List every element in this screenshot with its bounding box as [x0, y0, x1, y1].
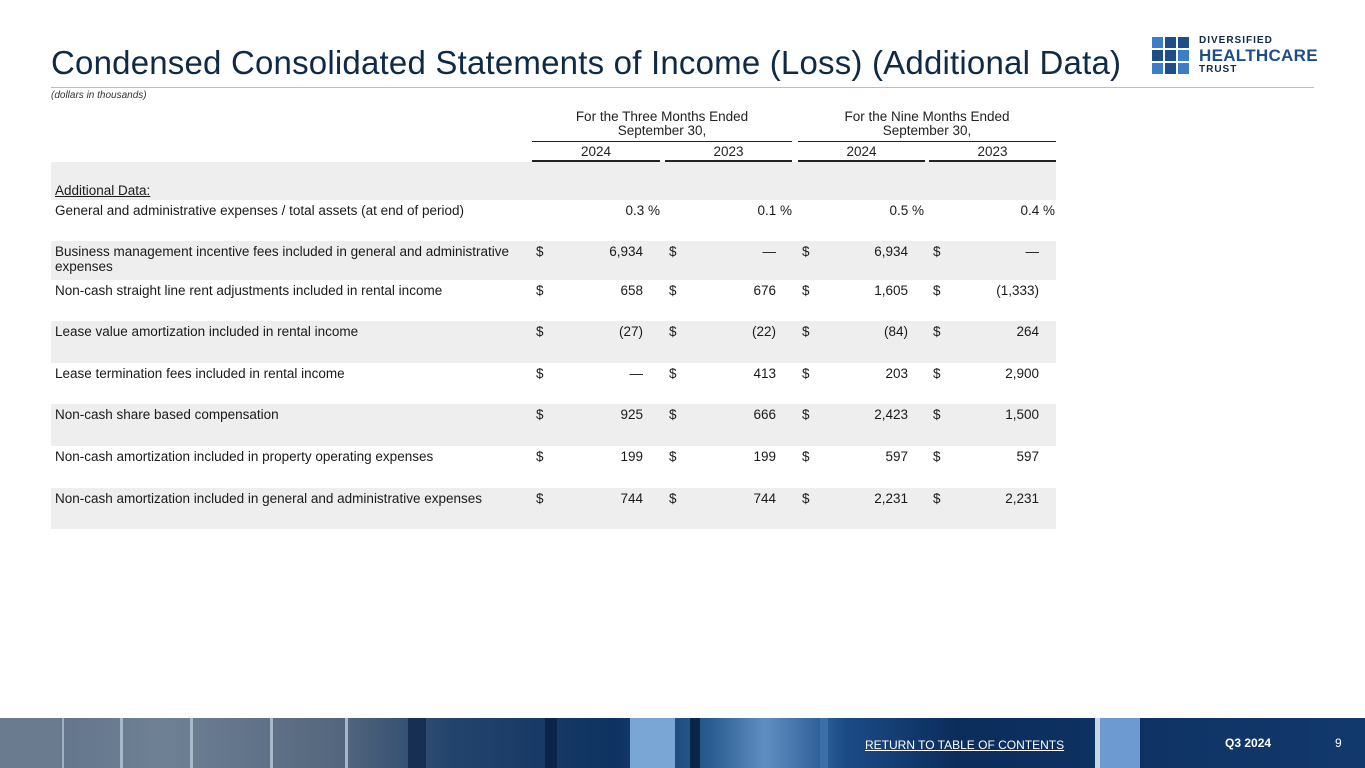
- section-label: Additional Data:: [55, 183, 151, 198]
- logo-line-2: HEALTHCARE: [1199, 46, 1318, 65]
- currency-symbol: $: [933, 407, 941, 422]
- currency-symbol: $: [669, 324, 677, 339]
- currency-symbol: $: [933, 449, 941, 464]
- currency-symbol: $: [669, 283, 677, 298]
- return-to-contents-link[interactable]: RETURN TO TABLE OF CONTENTS: [865, 738, 1065, 752]
- table-cell-value: 2,423: [874, 407, 908, 422]
- table-row-label: Non-cash amortization included in general and administrative expenses: [55, 491, 482, 506]
- section-row-background: [51, 162, 1056, 200]
- currency-symbol: $: [536, 244, 544, 259]
- table-cell-value: 6,934: [874, 244, 908, 259]
- table-cell-value: 925: [620, 407, 643, 422]
- ratio-value: 0.4 %: [1020, 203, 1055, 218]
- table-row-label: Non-cash share based compensation: [55, 407, 279, 422]
- nine-months-header: [798, 110, 1056, 138]
- three-months-rule: [532, 141, 792, 142]
- table-cell-value: 6,934: [609, 244, 643, 259]
- table-row-label: Business management incentive fees included in general and administrative expenses: [55, 244, 510, 274]
- table-cell-value: 2,231: [874, 491, 908, 506]
- currency-symbol: $: [669, 491, 677, 506]
- currency-symbol: $: [536, 491, 544, 506]
- table-cell-value: —: [762, 244, 776, 259]
- table-row-label: Non-cash amortization included in property operating expenses: [55, 449, 434, 464]
- table-cell-value: (27): [618, 324, 643, 339]
- table-cell-value: (1,333): [996, 283, 1039, 298]
- table-cell-value: 2,231: [1005, 491, 1039, 506]
- table-cell-value: 264: [1016, 324, 1039, 339]
- currency-symbol: $: [536, 407, 544, 422]
- table-cell-value: 199: [753, 449, 776, 464]
- table-cell-value: 1,605: [874, 283, 908, 298]
- nine-months-rule: [798, 141, 1056, 142]
- table-cell-value: —: [1025, 244, 1039, 259]
- currency-symbol: $: [933, 491, 941, 506]
- three-months-header: [532, 110, 792, 138]
- currency-symbol: $: [933, 366, 941, 381]
- currency-symbol: $: [669, 407, 677, 422]
- ratio-value: 0.1 %: [757, 203, 792, 218]
- table-cell-value: —: [629, 366, 643, 381]
- currency-symbol: $: [536, 324, 544, 339]
- currency-symbol: $: [802, 449, 810, 464]
- table-cell-value: 1,500: [1005, 407, 1039, 422]
- year-header: 2024: [846, 144, 877, 159]
- table-row-label: Lease termination fees included in rental income: [55, 366, 345, 381]
- currency-symbol: $: [536, 449, 544, 464]
- table-cell-value: 676: [753, 283, 776, 298]
- table-row-label: Non-cash straight line rent adjustments included in rental income: [55, 283, 443, 298]
- currency-symbol: $: [669, 366, 677, 381]
- currency-symbol: $: [802, 244, 810, 259]
- three-months-header-line1: For the Three Months Ended: [575, 109, 749, 124]
- currency-symbol: $: [933, 283, 941, 298]
- table-cell-value: 203: [885, 366, 908, 381]
- currency-symbol: $: [802, 324, 810, 339]
- currency-symbol: $: [669, 244, 677, 259]
- currency-symbol: $: [933, 324, 941, 339]
- quarter-label: Q3 2024: [1225, 736, 1272, 750]
- table-cell-value: (22): [751, 324, 776, 339]
- year-header: 2023: [713, 144, 744, 159]
- currency-symbol: $: [802, 491, 810, 506]
- logo-line-1: DIVERSIFIED: [1199, 35, 1273, 46]
- ratio-row-label: General and administrative expenses / total assets (at end of period): [55, 203, 464, 218]
- three-months-header-line2: September 30,: [617, 123, 707, 138]
- nine-months-header-line2: September 30,: [882, 123, 972, 138]
- table-cell-value: 413: [753, 366, 776, 381]
- footer-bar: [0, 718, 1365, 768]
- currency-symbol: $: [933, 244, 941, 259]
- table-cell-value: 666: [753, 407, 776, 422]
- page-title: Condensed Consolidated Statements of Income (Loss) (Additional Data): [51, 44, 1122, 81]
- table-cell-value: 2,900: [1005, 366, 1039, 381]
- table-cell-value: 199: [620, 449, 643, 464]
- currency-symbol: $: [802, 366, 810, 381]
- ratio-value: 0.5 %: [889, 203, 924, 218]
- currency-symbol: $: [669, 449, 677, 464]
- table-row-label: Lease value amortization included in rental income: [55, 324, 359, 339]
- logo-line-3: TRUST: [1199, 64, 1238, 75]
- table-cell-value: 744: [753, 491, 776, 506]
- table-cell-value: (84): [883, 324, 908, 339]
- currency-symbol: $: [802, 407, 810, 422]
- year-header: 2023: [977, 144, 1008, 159]
- ratio-value: 0.3 %: [625, 203, 660, 218]
- table-cell-value: 597: [885, 449, 908, 464]
- currency-symbol: $: [802, 283, 810, 298]
- currency-symbol: $: [536, 366, 544, 381]
- nine-months-header-line1: For the Nine Months Ended: [844, 109, 1010, 124]
- currency-symbol: $: [536, 283, 544, 298]
- units-note: (dollars in thousands): [51, 90, 147, 101]
- table-cell-value: 658: [620, 283, 643, 298]
- table-cell-value: 744: [620, 491, 643, 506]
- year-header: 2024: [580, 144, 612, 159]
- page-number: 9: [1335, 736, 1342, 750]
- table-cell-value: 597: [1016, 449, 1039, 464]
